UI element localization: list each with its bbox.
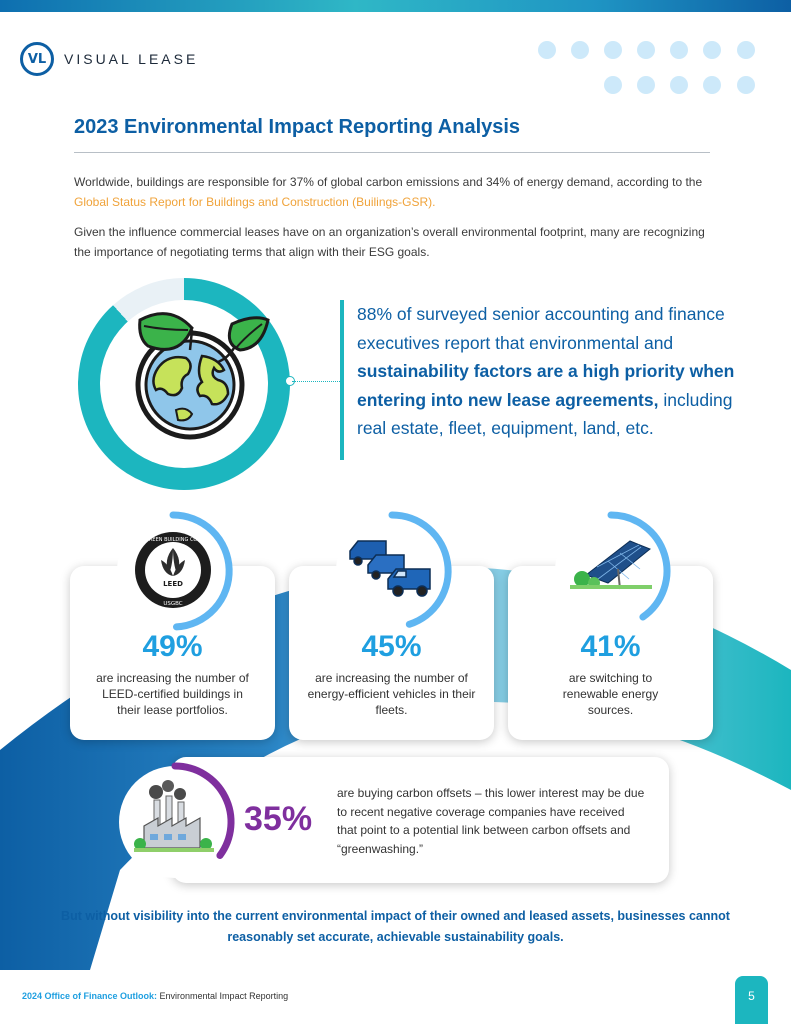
leed-badge-ring-text: U.S. GREEN BUILDING COUNCIL: [133, 537, 213, 543]
leed-badge-bottom-text: USGBC: [163, 601, 183, 607]
carbon-stat-desc: are buying carbon offsets – this lower interest may be due to recent negative coverage companies have received that point to a potential link between carbon offsets and “greenwashing.”: [337, 786, 645, 856]
stat-desc-vehicles: are increasing the number of energy-efficient vehicles in their fleets.: [307, 671, 476, 717]
title-divider: [74, 152, 710, 153]
logo-wordmark: VISUAL LEASE: [64, 51, 199, 67]
stat-desc-leed: are increasing the number of LEED-certified buildings in their lease portfolios.: [96, 671, 249, 717]
visual-lease-logo: [20, 42, 198, 76]
page-title: 2023 Environmental Impact Reporting Analysis: [74, 116, 521, 138]
stat-value-renewable: 41%: [580, 630, 641, 663]
top-gradient-bar: [0, 0, 791, 12]
stat-desc-renewable: are switching to renewable energy sources.: [562, 671, 659, 717]
vl-logo-icon: VL: [20, 42, 54, 76]
carbon-stat-value: 35%: [244, 800, 313, 838]
stat-value-vehicles: 45%: [361, 630, 422, 663]
footer-label: 2024 Office of Finance Outlook: Environmental Impact Reporting: [22, 991, 289, 1001]
stat-value-leed: 49%: [142, 630, 203, 663]
callout-connector: [292, 381, 340, 382]
solar-panel-icon: [568, 533, 654, 593]
intro-paragraph-1: Worldwide, buildings are responsible for 37% of global carbon emissions and 34% of energy demand, according to the Global Status Report for Buildings and Construction (Builings-GSR).: [74, 175, 703, 209]
factory-icon: [134, 778, 214, 854]
gsr-report-link[interactable]: Global Status Report for Buildings and Construction (Builings-GSR).: [74, 195, 436, 209]
leed-badge-center-text: LEED: [163, 580, 183, 588]
earth-with-leaves-icon: [122, 290, 292, 450]
vans-icon: [346, 533, 438, 603]
highlight-quote: 88% of surveyed senior accounting and finance executives report that environmental and sustainability factors are a high priority when entering into new lease agreements, including real estate, fleet, equipment, land, etc.: [357, 304, 735, 438]
closing-statement: But without visibility into the current environmental impact of their owned and leased assets, businesses cannot reasonably set accurate, achievable sustainability goals.: [61, 909, 730, 944]
intro-paragraph-2: Given the influence commercial leases have on an organization’s overall environmental footprint, many are recognizing the importance of negotiating terms that align with their ESG goals.: [74, 225, 705, 259]
quote-accent-bar: [340, 300, 344, 460]
page-number: 5: [735, 976, 768, 1024]
leed-badge-icon: [133, 530, 213, 610]
